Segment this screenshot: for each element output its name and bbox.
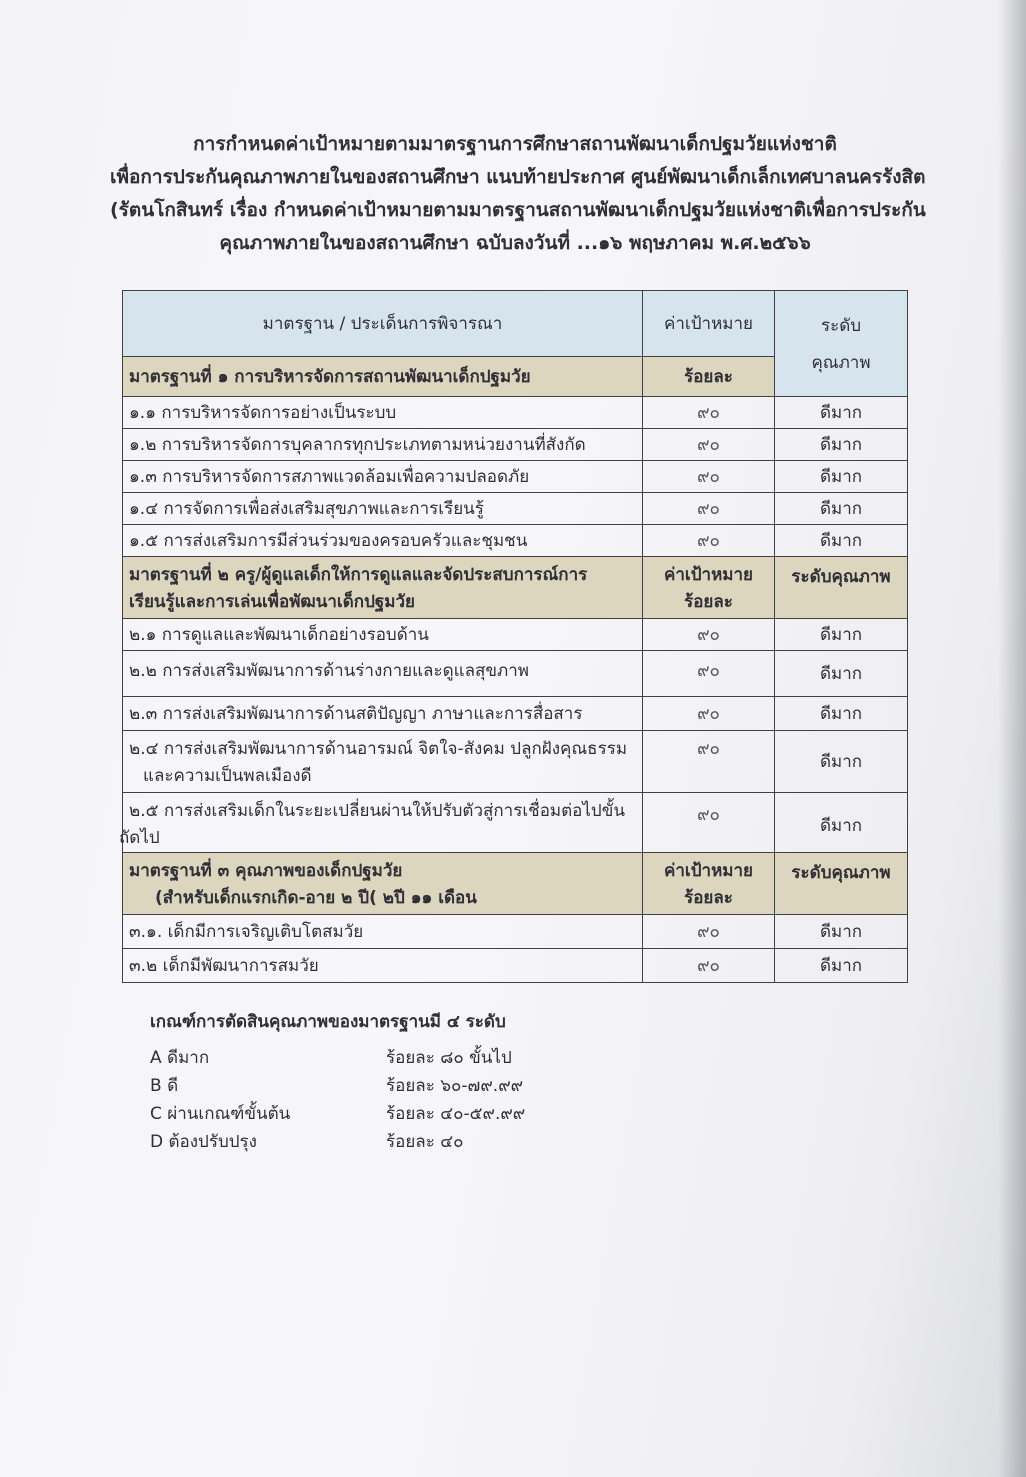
table-row xyxy=(123,619,908,651)
table-row xyxy=(123,461,908,493)
table-row xyxy=(123,493,908,525)
standard-3-row xyxy=(123,853,908,915)
table-row xyxy=(123,915,908,949)
standard-2-row xyxy=(123,557,908,619)
item-label: ๑.๒ การบริหารจัดการบุคลากรทุกประเภทตามหน่วยงานที่สังกัด xyxy=(123,429,643,461)
item-label-line-1: ๒.๕ การส่งเสริมเด็กในระยะเปลี่ยนผ่านให้ปรับตัวสู่การเชื่อมต่อไปขั้น xyxy=(129,801,625,821)
item-label: ๓.๑. เด็กมีการเจริญเติบโตสมวัย xyxy=(123,915,643,949)
standard-3-target-line-1: ค่าเป้าหมาย xyxy=(664,860,753,881)
criteria-level: D ต้องปรับปรุง xyxy=(150,1131,257,1152)
item-quality: ดีมาก xyxy=(775,397,908,429)
criteria-row xyxy=(150,1043,650,1071)
table-header-row xyxy=(123,291,908,357)
header-quality-line-1: ระดับ xyxy=(820,315,862,336)
standards-table xyxy=(119,290,908,983)
header-quality xyxy=(775,291,908,397)
criteria-range: ร้อยละ ๘๐ ขั้นไป xyxy=(386,1047,512,1068)
item-quality: ดีมาก xyxy=(775,697,908,731)
standard-2-title-line-1: มาตรฐานที่ ๒ ครู/ผู้ดูแลเด็กให้การดูแลและจัดประสบการณ์การ xyxy=(129,564,588,585)
item-target: ๙๐ xyxy=(643,915,775,949)
standard-3-quality: ระดับคุณภาพ xyxy=(775,853,908,915)
criteria-range: ร้อยละ ๔๐-๕๙.๙๙ xyxy=(386,1103,526,1124)
title-line-2: เพื่อการประกันคุณภาพภายในของสถานศึกษา แนบท้ายประกาศ ศูนย์พัฒนาเด็กเล็กเทศบาลนครรังสิต xyxy=(110,166,926,188)
standard-2-title-line-2: เรียนรู้และการเล่นเพื่อพัฒนาเด็กปฐมวัย xyxy=(129,591,415,612)
item-target: ๙๐ xyxy=(643,697,775,731)
item-label: ๑.๑ การบริหารจัดการอย่างเป็นระบบ xyxy=(123,397,643,429)
page-edge-shadow xyxy=(998,0,1026,1477)
item-label xyxy=(123,731,643,793)
item-quality: ดีมาก xyxy=(775,915,908,949)
item-label: ๑.๓ การบริหารจัดการสภาพแวดล้อมเพื่อความปลอดภัย xyxy=(123,461,643,493)
item-quality: ดีมาก xyxy=(775,429,908,461)
standard-2-target-line-1: ค่าเป้าหมาย xyxy=(664,564,753,585)
item-quality: ดีมาก xyxy=(775,651,908,697)
standard-2-target-line-2: ร้อยละ xyxy=(684,591,733,612)
table-row xyxy=(123,949,908,983)
table-row xyxy=(123,429,908,461)
header-quality-line-2: คุณภาพ xyxy=(811,352,871,373)
table-row xyxy=(123,793,908,853)
quality-criteria xyxy=(150,1008,650,1155)
criteria-heading: เกณฑ์การตัดสินคุณภาพของมาตรฐานมี ๔ ระดับ xyxy=(150,1012,506,1032)
criteria-level: B ดี xyxy=(150,1075,179,1096)
title-line-1: การกำหนดค่าเป้าหมายตามมาตรฐานการศึกษาสถานพัฒนาเด็กปฐมวัยแห่งชาติ xyxy=(193,133,837,155)
standard-1-title: มาตรฐานที่ ๑ การบริหารจัดการสถานพัฒนาเด็กปฐมวัย xyxy=(123,357,643,397)
item-target: ๙๐ xyxy=(643,429,775,461)
item-label-line-2: และความเป็นพลเมืองดี xyxy=(143,766,312,786)
item-target: ๙๐ xyxy=(643,793,775,853)
document-title xyxy=(110,128,926,260)
criteria-row xyxy=(150,1071,650,1099)
header-target: ค่าเป้าหมาย xyxy=(643,291,775,357)
standard-2-title xyxy=(123,557,643,619)
title-line-3: (รัตนโกสินทร์ เรื่อง กำหนดค่าเป้าหมายตามมาตรฐานสถานพัฒนาเด็กปฐมวัยแห่งชาติเพื่อการประกัน xyxy=(110,199,926,221)
criteria-range: ร้อยละ ๖๐-๗๙.๙๙ xyxy=(386,1075,524,1096)
item-quality: ดีมาก xyxy=(775,493,908,525)
item-quality: ดีมาก xyxy=(775,461,908,493)
item-label: ๓.๒ เด็กมีพัฒนาการสมวัย xyxy=(123,949,643,983)
item-quality: ดีมาก xyxy=(775,731,908,793)
item-quality: ดีมาก xyxy=(775,525,908,557)
item-target: ๙๐ xyxy=(643,525,775,557)
criteria-row xyxy=(150,1127,650,1155)
item-label xyxy=(119,793,643,853)
header-standard: มาตรฐาน / ประเด็นการพิจารณา xyxy=(123,291,643,357)
table-row xyxy=(123,651,908,697)
item-target: ๙๐ xyxy=(643,493,775,525)
item-quality: ดีมาก xyxy=(775,619,908,651)
item-target: ๙๐ xyxy=(643,949,775,983)
criteria-level: A ดีมาก xyxy=(150,1047,210,1068)
standard-3-title-line-2: (สำหรับเด็กแรกเกิด-อาย ๒ ปี( ๒ปี ๑๑ เดือน xyxy=(155,887,477,908)
item-target: ๙๐ xyxy=(643,731,775,793)
item-label: ๑.๕ การส่งเสริมการมีส่วนร่วมของครอบครัวและชุมชน xyxy=(123,525,643,557)
criteria-level: C ผ่านเกณฑ์ขั้นต้น xyxy=(150,1103,291,1124)
item-label: ๒.๓ การส่งเสริมพัฒนาการด้านสติปัญญา ภาษาและการสื่อสาร xyxy=(123,697,643,731)
table-row xyxy=(123,397,908,429)
standard-3-title-line-1: มาตรฐานที่ ๓ คุณภาพของเด็กปฐมวัย xyxy=(129,860,403,881)
item-target: ๙๐ xyxy=(643,461,775,493)
item-target: ๙๐ xyxy=(643,397,775,429)
criteria-row xyxy=(150,1099,650,1127)
item-label: ๒.๒ การส่งเสริมพัฒนาการด้านร่างกายและดูแลสุขภาพ xyxy=(123,651,643,697)
standard-3-target xyxy=(643,853,775,915)
table-row xyxy=(123,731,908,793)
table-row xyxy=(123,525,908,557)
standard-3-target-line-2: ร้อยละ xyxy=(684,887,733,908)
item-label: ๒.๑ การดูแลและพัฒนาเด็กอย่างรอบด้าน xyxy=(123,619,643,651)
item-target: ๙๐ xyxy=(643,651,775,697)
item-quality: ดีมาก xyxy=(775,793,908,853)
title-line-4: คุณภาพภายในของสถานศึกษา ฉบับลงวันที่ ...๑๖ พฤษภาคม พ.ศ.๒๕๖๖ xyxy=(219,232,811,254)
standard-2-quality: ระดับคุณภาพ xyxy=(775,557,908,619)
item-label: ๑.๔ การจัดการเพื่อส่งเสริมสุขภาพและการเรียนรู้ xyxy=(123,493,643,525)
table-row xyxy=(123,697,908,731)
item-label-line-2: ถัดไป xyxy=(119,828,160,848)
standard-3-title xyxy=(123,853,643,915)
standard-1-target: ร้อยละ xyxy=(643,357,775,397)
standard-2-target xyxy=(643,557,775,619)
item-quality: ดีมาก xyxy=(775,949,908,983)
item-target: ๙๐ xyxy=(643,619,775,651)
item-label-line-1: ๒.๔ การส่งเสริมพัฒนาการด้านอารมณ์ จิตใจ-สังคม ปลูกฝังคุณธรรม xyxy=(129,739,628,759)
criteria-range: ร้อยละ ๔๐ xyxy=(386,1131,464,1152)
